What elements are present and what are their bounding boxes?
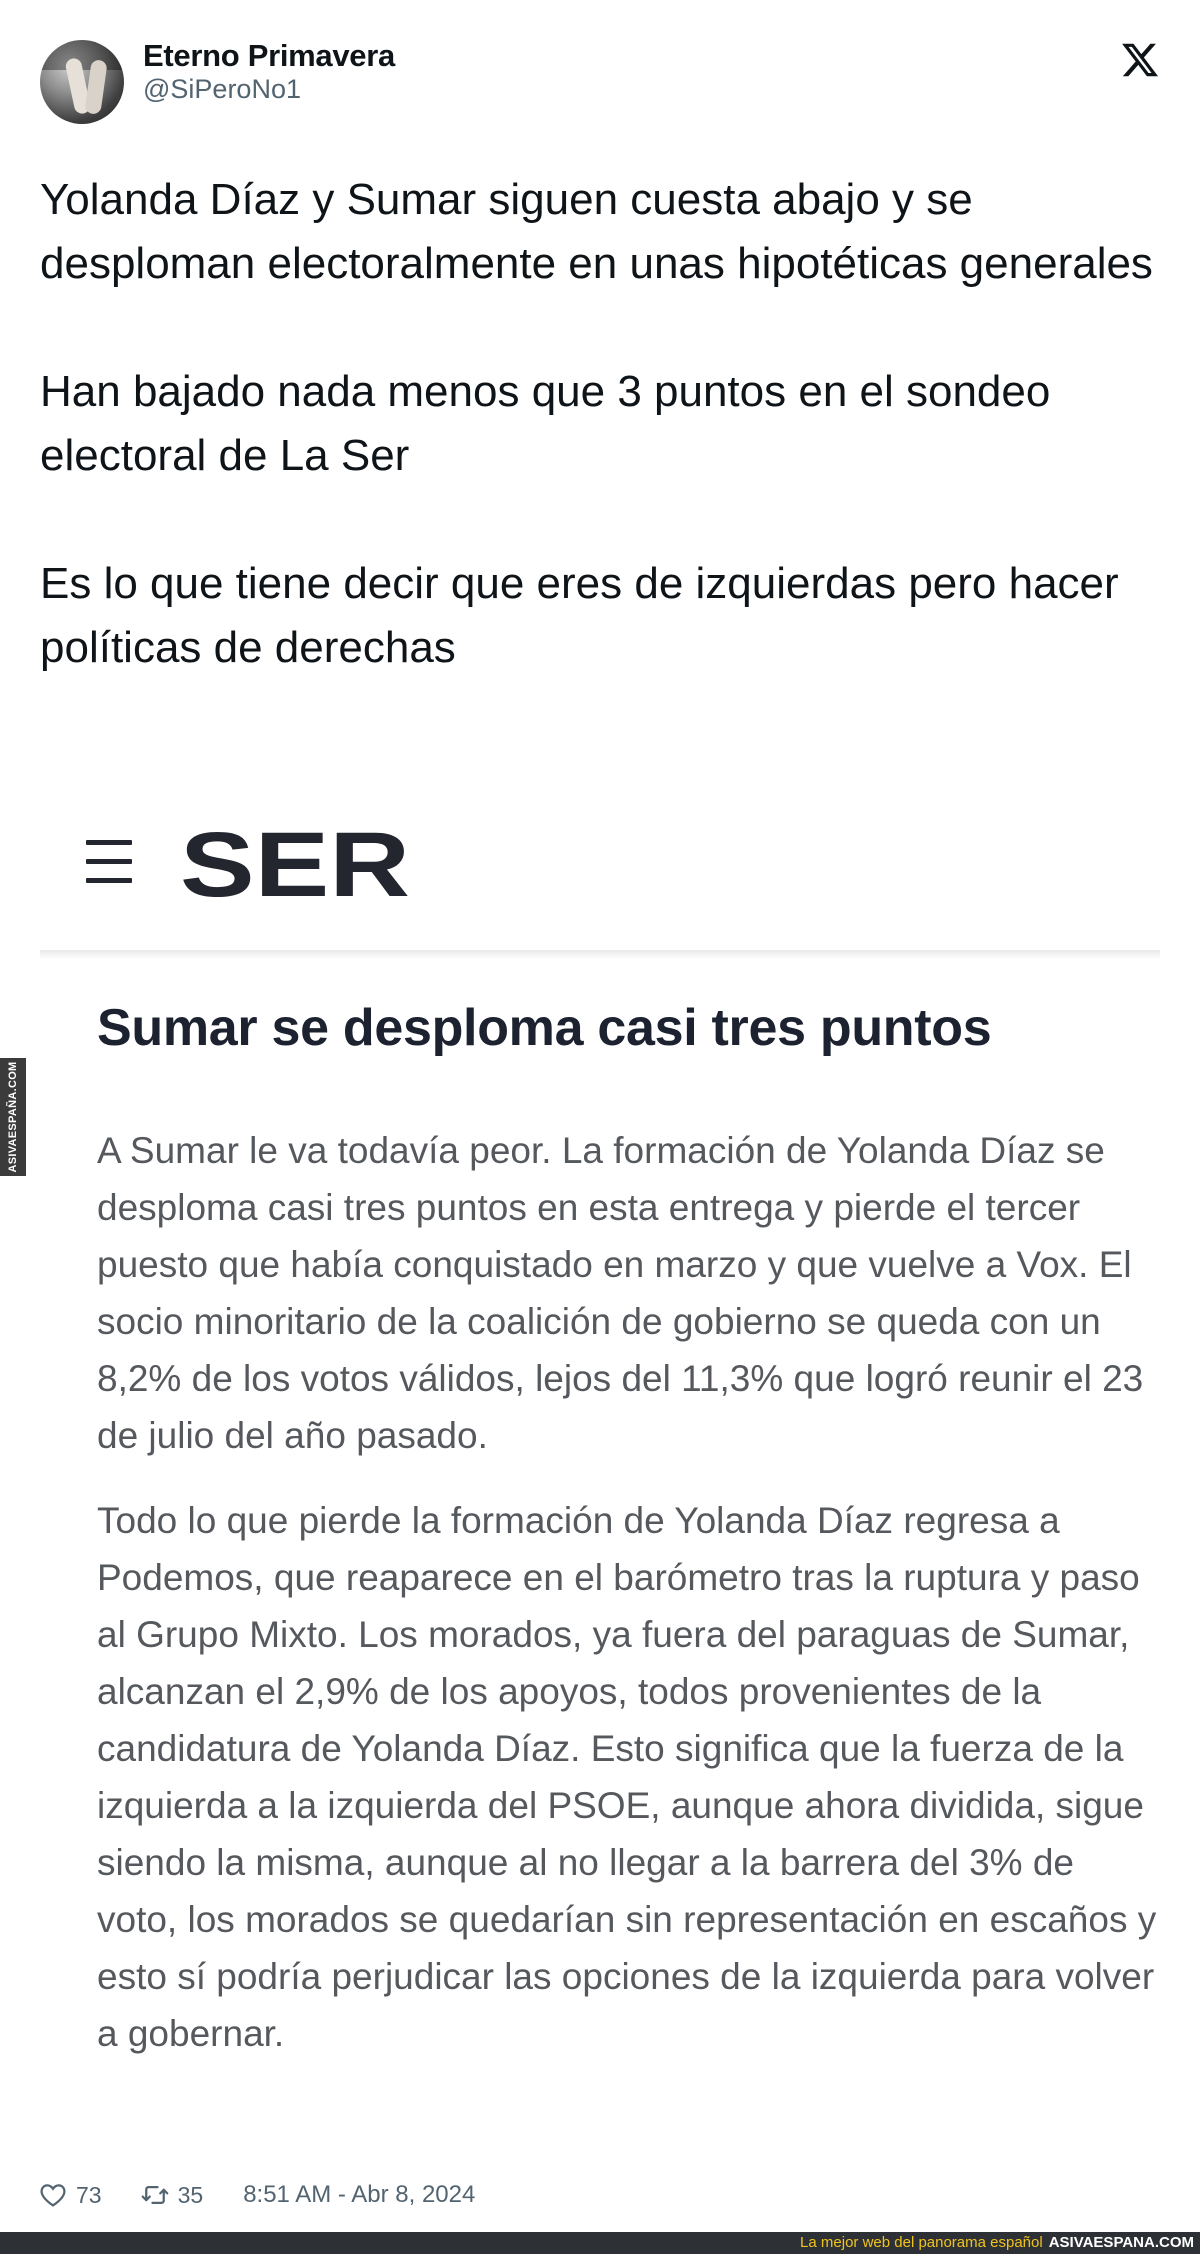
svg-text:SER: SER — [180, 826, 410, 902]
tweet-paragraph: Yolanda Díaz y Sumar siguen cuesta abajo y se desploman electoralmente en unas hipotéticas generales — [40, 175, 1153, 288]
avatar[interactable] — [40, 40, 124, 124]
embedded-article-image[interactable] — [40, 800, 1160, 2140]
retweet-icon — [140, 2180, 170, 2210]
tweet-paragraph: Es lo que tiene decir que eres de izquierdas pero hacer políticas de derechas — [40, 559, 1119, 672]
tweet-text — [40, 168, 1170, 680]
tweet-actions — [38, 2178, 475, 2212]
article-paragraph: Todo lo que pierde la formación de Yolanda Díaz regresa a Podemos, que reaparece en el barómetro tras la ruptura y paso al Grupo Mixto. Los morados, ya fuera del paraguas de Sumar, alcanzan el 2,9% de los apoyos, todos provenientes de la candidatura de Yolanda Díaz. Esto significa que la fuerza de la izquierda a la izquierda del PSOE, aunque ahora dividida, sigue siendo la misma, aunque al no llegar a la barrera del 3% de voto, los morados se quedarían sin representación en escaños y esto sí podría perjudicar las opciones de la izquierda para volver a gobernar. — [97, 1500, 1157, 2054]
retweet-count: 35 — [177, 2181, 204, 2208]
author-handle[interactable]: @SiPeroNo1 — [143, 74, 301, 104]
tweet-timestamp[interactable]: 8:51 AM - Abr 8, 2024 — [243, 2181, 476, 2208]
side-watermark — [0, 1058, 26, 1176]
heart-icon — [38, 2180, 68, 2210]
divider — [40, 950, 1160, 960]
hamburger-menu-icon — [86, 840, 132, 884]
author-name[interactable]: Eterno Primavera — [143, 38, 395, 73]
banner-brand[interactable]: ASIVAESPANA.COM — [1048, 2234, 1194, 2251]
like-button[interactable] — [38, 2180, 140, 2210]
article-paragraph: A Sumar le va todavía peor. La formación de Yolanda Díaz se desploma casi tres puntos en esta entrega y pierde el tercer puesto que había conquistado en marzo y que vuelve a Vox. El socio minoritario de la coalición de gobierno se queda con un 8,2% de los votos válidos, lejos del 11,3% que logró reunir el 23 de julio del año pasado. — [97, 1130, 1144, 1456]
like-count: 73 — [76, 2181, 102, 2208]
side-watermark-text: ASIVAESPAÑA.COM — [7, 1061, 19, 1173]
x-logo-icon[interactable] — [1120, 40, 1160, 80]
bottom-banner — [0, 2232, 1200, 2254]
article-headline: Sumar se desploma casi tres puntos — [97, 999, 992, 1057]
retweet-button[interactable] — [140, 2180, 244, 2210]
tweet-paragraph: Han bajado nada menos que 3 puntos en el sondeo electoral de La Ser — [40, 367, 1051, 480]
article-body — [97, 1122, 1157, 2062]
banner-tagline: La mejor web del panorama español — [800, 2234, 1043, 2251]
ser-logo — [180, 826, 412, 902]
